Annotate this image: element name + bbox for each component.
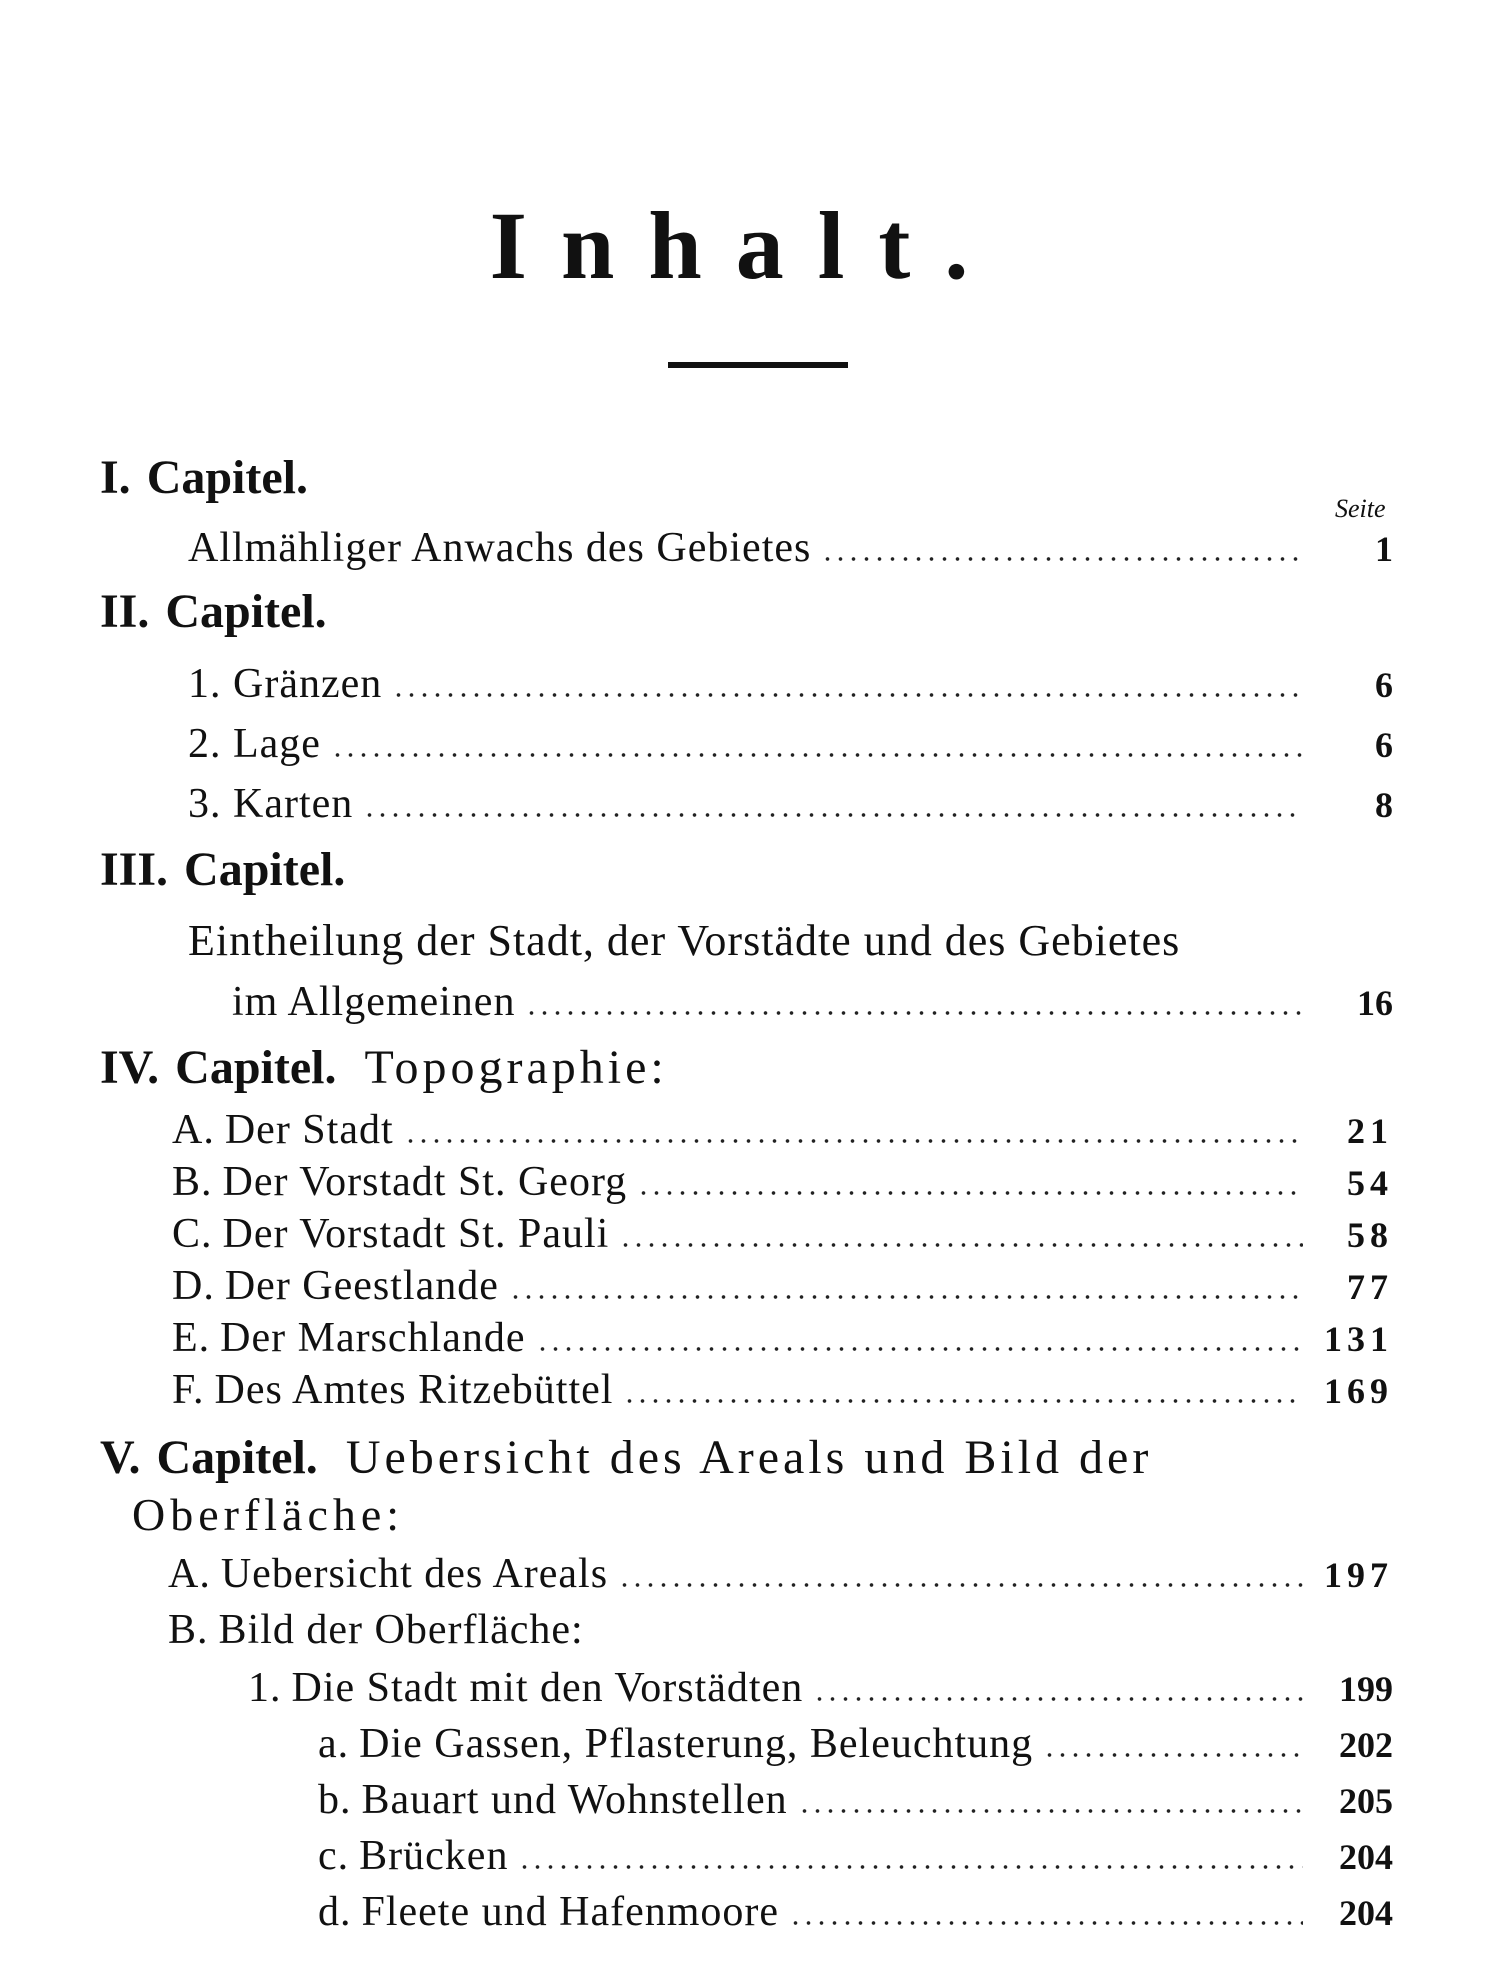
chapter-3-heading [100, 842, 345, 897]
toc-entry-title: Der Vorstadt St. Georg [222, 1159, 628, 1205]
dot-leader [404, 1138, 1303, 1144]
toc-entry-title: Brücken [359, 1833, 509, 1879]
page-number: 199 [1339, 1669, 1393, 1709]
page-number: 197 [1324, 1555, 1393, 1595]
toc-entry-title-line2: im Allgemeinen [232, 979, 516, 1025]
toc-entry-title: Bild der Oberfläche: [218, 1607, 584, 1653]
dot-leader [1043, 1752, 1303, 1758]
seite-label: Seite [1335, 494, 1386, 523]
toc-entry [172, 1262, 1393, 1312]
toc-entry-title: Des Amtes Ritzebüttel [214, 1367, 614, 1413]
toc-entry-title: Der Geestlande [224, 1263, 499, 1309]
page-number: 204 [1339, 1837, 1393, 1877]
chapter-5-heading [100, 1430, 1152, 1485]
chapter-label: Capitel. [156, 1431, 318, 1484]
toc-entry-title: Bauart und Wohnstellen [361, 1777, 788, 1823]
title-rule [668, 362, 848, 368]
toc-entry-title: 3. Karten [188, 781, 354, 827]
chapter-number: II. [100, 585, 150, 638]
page-number: 21 [1347, 1111, 1393, 1151]
entry-letter: b. [318, 1777, 352, 1823]
entry-letter: 1. [248, 1665, 282, 1711]
chapter-1-heading [100, 450, 308, 505]
toc-entry [188, 780, 1393, 830]
chapter-subtitle-line2: Oberfläche: [132, 1489, 405, 1540]
entry-letter: A. [172, 1107, 215, 1153]
entry-letter: A. [168, 1551, 211, 1597]
chapter-number: V. [100, 1431, 141, 1484]
entry-letter: B. [172, 1159, 213, 1205]
dot-leader [518, 1864, 1303, 1870]
toc-entry-title-line1: Eintheilung der Stadt, der Vorstädte und des Gebietes [188, 916, 1181, 965]
page-number: 1 [1375, 529, 1393, 569]
chapter-subtitle: Uebersicht des Areals und Bild der [345, 1431, 1153, 1484]
dot-leader [619, 1242, 1303, 1248]
toc-entry [168, 1606, 1393, 1656]
toc-entry [318, 1776, 1393, 1826]
toc-entry [172, 1314, 1393, 1364]
toc-entry [172, 1158, 1393, 1208]
page-number: 6 [1375, 665, 1393, 705]
chapter-label: Capitel. [165, 585, 327, 638]
toc-entry [168, 1550, 1393, 1600]
page-number: 205 [1339, 1781, 1393, 1821]
page-number: 8 [1375, 785, 1393, 825]
dot-leader [623, 1398, 1303, 1404]
entry-letter: F. [172, 1367, 205, 1413]
page-number: 54 [1347, 1163, 1393, 1203]
toc-entry-title: 1. Gränzen [188, 661, 383, 707]
toc-entry [318, 1720, 1393, 1770]
toc-entry [188, 720, 1393, 770]
page-number: 16 [1357, 983, 1393, 1023]
entry-letter: c. [318, 1833, 350, 1879]
page-number: 204 [1339, 1893, 1393, 1933]
page-title: Inhalt. [489, 192, 1003, 299]
toc-entry-title: Fleete und Hafenmoore [361, 1889, 780, 1935]
chapter-label: Capitel. [175, 1041, 337, 1094]
dot-leader [331, 752, 1303, 758]
dot-leader [637, 1190, 1303, 1196]
entry-letter: D. [172, 1263, 215, 1309]
entry-letter: E. [172, 1315, 211, 1361]
toc-entry-title: Der Vorstadt St. Pauli [222, 1211, 610, 1257]
dot-leader [789, 1920, 1303, 1926]
dot-leader [821, 556, 1303, 562]
toc-entry [318, 1832, 1393, 1882]
toc-entry [248, 1664, 1393, 1714]
page-number: 6 [1375, 725, 1393, 765]
toc-entry [172, 1210, 1393, 1260]
dot-leader [536, 1346, 1303, 1352]
toc-entry-title: Die Stadt mit den Vorstädten [291, 1665, 804, 1711]
toc-entry-title: Der Marschlande [220, 1315, 526, 1361]
chapter-number: I. [100, 451, 131, 504]
dot-leader [813, 1696, 1303, 1702]
page-number: 169 [1324, 1371, 1393, 1411]
chapter-number: III. [100, 843, 169, 896]
dot-leader [509, 1294, 1303, 1300]
chapter-4-heading [100, 1040, 668, 1095]
entry-letter: B. [168, 1607, 209, 1653]
chapter-label: Capitel. [146, 451, 309, 504]
page-number: 77 [1347, 1267, 1393, 1307]
toc-entry [188, 524, 1393, 574]
dot-leader [618, 1582, 1303, 1588]
chapter-subtitle: Topographie: [364, 1041, 668, 1094]
toc-entry [232, 978, 1393, 1028]
toc-entry [172, 1106, 1393, 1156]
toc-entry-title: Uebersicht des Areals [220, 1551, 609, 1597]
chapter-2-heading [100, 584, 327, 639]
toc-entry-title: Die Gassen, Pflasterung, Beleuchtung [359, 1721, 1034, 1767]
page-number: 131 [1324, 1319, 1393, 1359]
toc-entry [172, 1366, 1393, 1416]
toc-entry [188, 660, 1393, 710]
dot-leader [392, 692, 1303, 698]
entry-letter: d. [318, 1889, 352, 1935]
chapter-label: Capitel. [184, 843, 346, 896]
entry-letter: C. [172, 1211, 213, 1257]
dot-leader [363, 812, 1303, 818]
chapter-number: IV. [100, 1041, 160, 1094]
dot-leader [798, 1808, 1303, 1814]
toc-entry [318, 1888, 1393, 1938]
entry-letter: a. [318, 1721, 350, 1767]
toc-entry-title: Der Stadt [224, 1107, 394, 1153]
page-number: 202 [1339, 1725, 1393, 1765]
dot-leader [525, 1010, 1303, 1016]
toc-entry-title: 2. Lage [188, 721, 321, 767]
toc-entry-title: Allmähliger Anwachs des Gebietes [188, 525, 812, 571]
page-number: 58 [1347, 1215, 1393, 1255]
